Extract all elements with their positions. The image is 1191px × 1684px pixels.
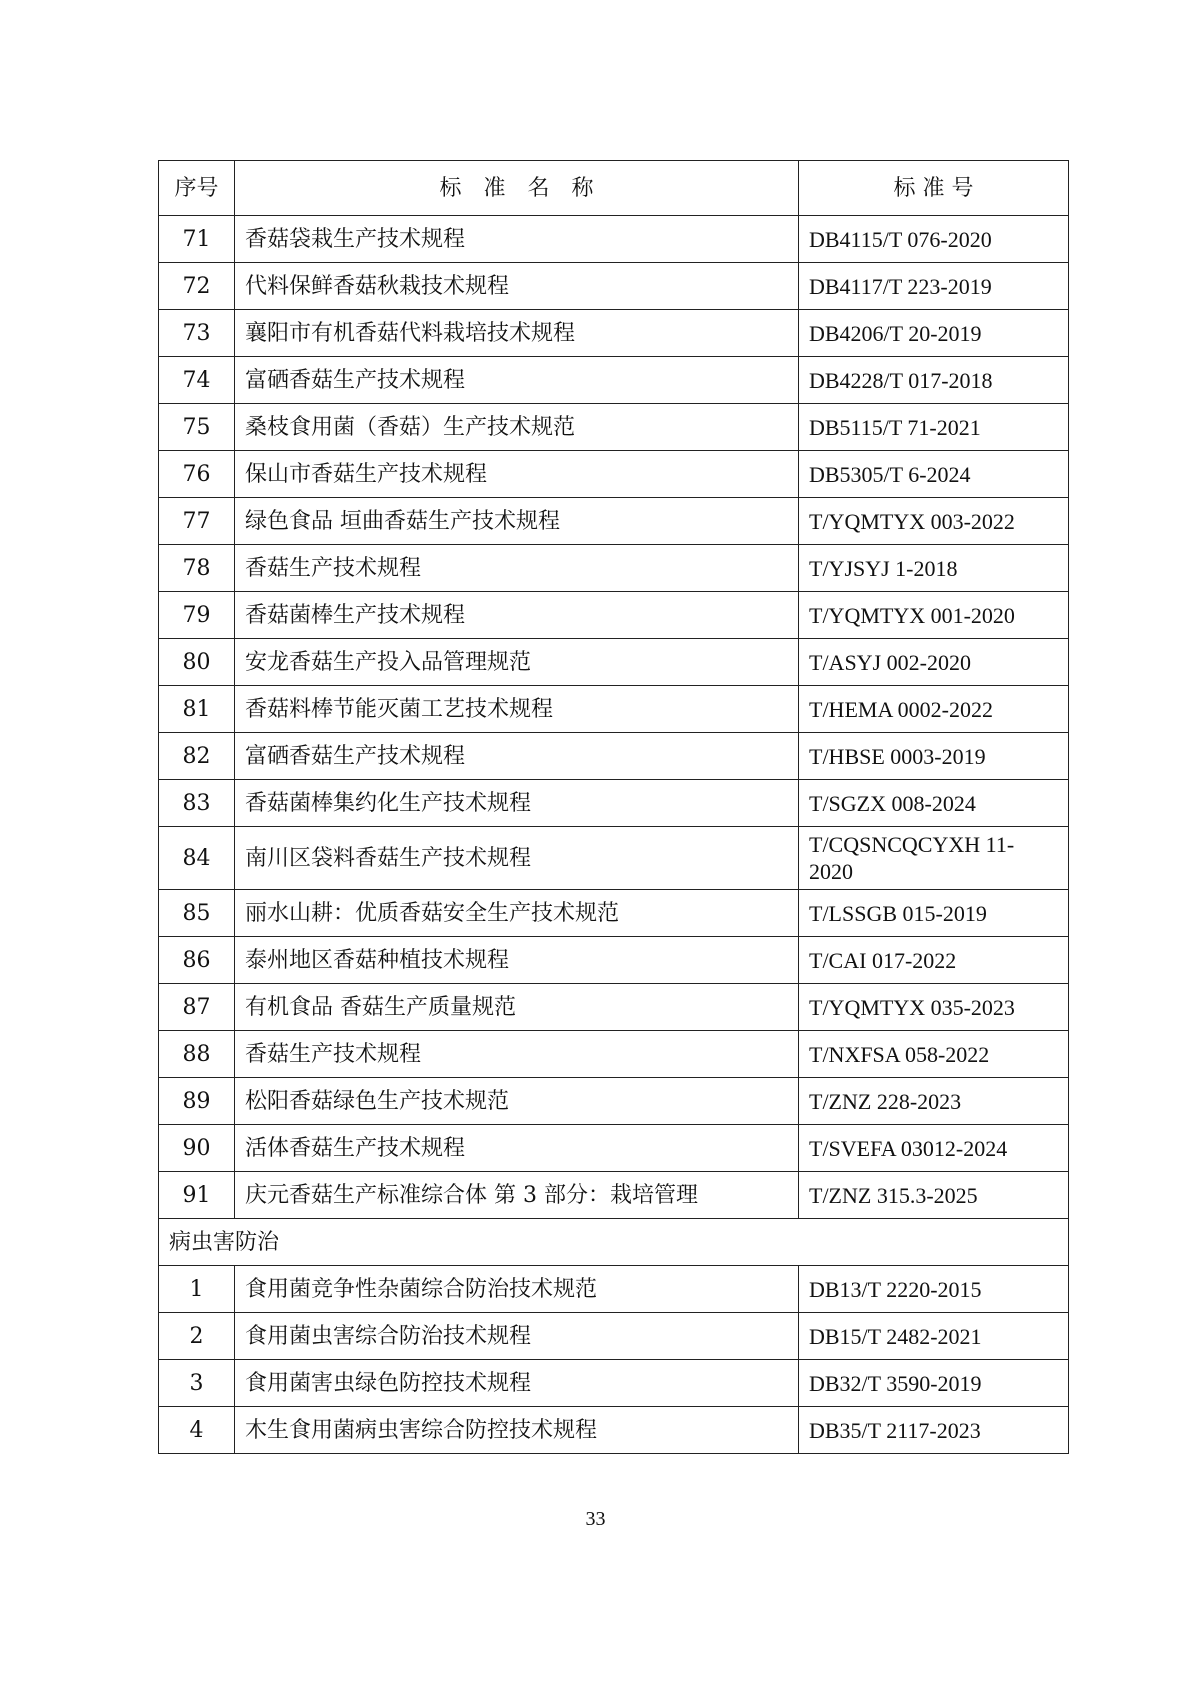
serial-number-cell: 81	[159, 686, 235, 733]
standard-name-cell: 有机食品 香菇生产质量规范	[235, 984, 799, 1031]
serial-number-cell: 76	[159, 451, 235, 498]
standard-code-cell: DB4115/T 076-2020	[799, 216, 1069, 263]
standard-code-cell: T/ZNZ 228-2023	[799, 1078, 1069, 1125]
standard-code-cell: DB15/T 2482-2021	[799, 1313, 1069, 1360]
standard-name-cell: 桑枝食用菌（香菇）生产技术规范	[235, 404, 799, 451]
header-serial-number: 序号	[159, 161, 235, 216]
standard-code-cell: DB32/T 3590-2019	[799, 1360, 1069, 1407]
table-row	[159, 451, 1069, 498]
standard-name-cell: 富硒香菇生产技术规程	[235, 357, 799, 404]
standard-code-cell: DB35/T 2117-2023	[799, 1407, 1069, 1454]
standard-code-cell: T/YQMTYX 001-2020	[799, 592, 1069, 639]
standard-name-cell: 富硒香菇生产技术规程	[235, 733, 799, 780]
standard-code-cell: T/CQSNCQCYXH 11-2020	[799, 827, 1069, 890]
standard-name-cell: 松阳香菇绿色生产技术规范	[235, 1078, 799, 1125]
serial-number-cell: 72	[159, 263, 235, 310]
standard-name-cell: 保山市香菇生产技术规程	[235, 451, 799, 498]
standard-name-cell: 活体香菇生产技术规程	[235, 1125, 799, 1172]
standard-code-cell: T/ASYJ 002-2020	[799, 639, 1069, 686]
standard-code-cell: T/LSSGB 015-2019	[799, 890, 1069, 937]
standard-name-cell: 绿色食品 垣曲香菇生产技术规程	[235, 498, 799, 545]
standard-name-cell: 香菇菌棒集约化生产技术规程	[235, 780, 799, 827]
table-row	[159, 1266, 1069, 1313]
standard-name-cell: 食用菌竞争性杂菌综合防治技术规范	[235, 1266, 799, 1313]
section-header-row	[159, 1219, 1069, 1266]
table-row	[159, 592, 1069, 639]
standards-table	[158, 160, 1069, 1454]
standard-name-cell: 食用菌害虫绿色防控技术规程	[235, 1360, 799, 1407]
page-number: 33	[585, 1508, 606, 1530]
header-standard-code: 标 准 号	[799, 161, 1069, 216]
serial-number-cell: 78	[159, 545, 235, 592]
serial-number-cell: 73	[159, 310, 235, 357]
table-row	[159, 357, 1069, 404]
standard-name-cell: 香菇料棒节能灭菌工艺技术规程	[235, 686, 799, 733]
standard-name-cell: 丽水山耕：优质香菇安全生产技术规范	[235, 890, 799, 937]
standard-name-cell: 香菇生产技术规程	[235, 1031, 799, 1078]
table-row	[159, 984, 1069, 1031]
serial-number-cell: 4	[159, 1407, 235, 1454]
table-row	[159, 733, 1069, 780]
table-row	[159, 1360, 1069, 1407]
serial-number-cell: 71	[159, 216, 235, 263]
table-row	[159, 937, 1069, 984]
standard-name-cell: 南川区袋料香菇生产技术规程	[235, 827, 799, 890]
table-row	[159, 1407, 1069, 1454]
serial-number-cell: 3	[159, 1360, 235, 1407]
standard-code-cell: T/HEMA 0002-2022	[799, 686, 1069, 733]
standard-code-cell: T/YJSYJ 1-2018	[799, 545, 1069, 592]
standard-name-cell: 木生食用菌病虫害综合防控技术规程	[235, 1407, 799, 1454]
serial-number-cell: 2	[159, 1313, 235, 1360]
serial-number-cell: 86	[159, 937, 235, 984]
serial-number-cell: 84	[159, 827, 235, 890]
table-row	[159, 1125, 1069, 1172]
standard-name-cell: 安龙香菇生产投入品管理规范	[235, 639, 799, 686]
standard-code-cell: DB4206/T 20-2019	[799, 310, 1069, 357]
serial-number-cell: 89	[159, 1078, 235, 1125]
serial-number-cell: 83	[159, 780, 235, 827]
section-title: 病虫害防治	[159, 1219, 1069, 1266]
standard-code-cell: T/ZNZ 315.3-2025	[799, 1172, 1069, 1219]
table-row	[159, 827, 1069, 890]
standard-name-cell: 庆元香菇生产标准综合体 第 3 部分：栽培管理	[235, 1172, 799, 1219]
serial-number-cell: 74	[159, 357, 235, 404]
table-row	[159, 1172, 1069, 1219]
standard-code-cell: T/YQMTYX 003-2022	[799, 498, 1069, 545]
serial-number-cell: 75	[159, 404, 235, 451]
standard-code-cell: DB13/T 2220-2015	[799, 1266, 1069, 1313]
standard-code-cell: T/NXFSA 058-2022	[799, 1031, 1069, 1078]
serial-number-cell: 80	[159, 639, 235, 686]
serial-number-cell: 82	[159, 733, 235, 780]
standard-code-cell: T/SVEFA 03012-2024	[799, 1125, 1069, 1172]
standard-name-cell: 襄阳市有机香菇代料栽培技术规程	[235, 310, 799, 357]
standard-name-cell: 香菇袋栽生产技术规程	[235, 216, 799, 263]
table-row	[159, 498, 1069, 545]
standard-code-cell: DB4228/T 017-2018	[799, 357, 1069, 404]
standard-code-cell: DB5305/T 6-2024	[799, 451, 1069, 498]
serial-number-cell: 85	[159, 890, 235, 937]
serial-number-cell: 87	[159, 984, 235, 1031]
header-standard-name: 标 准 名 称	[235, 161, 799, 216]
standard-name-cell: 泰州地区香菇种植技术规程	[235, 937, 799, 984]
table-header-row	[159, 161, 1069, 216]
table-row	[159, 545, 1069, 592]
standard-name-cell: 代料保鲜香菇秋栽技术规程	[235, 263, 799, 310]
serial-number-cell: 91	[159, 1172, 235, 1219]
standard-name-cell: 香菇生产技术规程	[235, 545, 799, 592]
standard-name-cell: 食用菌虫害综合防治技术规程	[235, 1313, 799, 1360]
table-row	[159, 639, 1069, 686]
table-row	[159, 890, 1069, 937]
table-row	[159, 686, 1069, 733]
serial-number-cell: 79	[159, 592, 235, 639]
serial-number-cell: 90	[159, 1125, 235, 1172]
serial-number-cell: 88	[159, 1031, 235, 1078]
table-row	[159, 216, 1069, 263]
standard-code-cell: T/YQMTYX 035-2023	[799, 984, 1069, 1031]
table-row	[159, 1031, 1069, 1078]
standard-code-cell: DB5115/T 71-2021	[799, 404, 1069, 451]
standard-code-cell: DB4117/T 223-2019	[799, 263, 1069, 310]
standard-code-cell: T/HBSE 0003-2019	[799, 733, 1069, 780]
table-row	[159, 310, 1069, 357]
table-row	[159, 1078, 1069, 1125]
table-row	[159, 780, 1069, 827]
serial-number-cell: 1	[159, 1266, 235, 1313]
table-row	[159, 1313, 1069, 1360]
table-row	[159, 263, 1069, 310]
serial-number-cell: 77	[159, 498, 235, 545]
table-row	[159, 404, 1069, 451]
standard-name-cell: 香菇菌棒生产技术规程	[235, 592, 799, 639]
standard-code-cell: T/SGZX 008-2024	[799, 780, 1069, 827]
standard-code-cell: T/CAI 017-2022	[799, 937, 1069, 984]
